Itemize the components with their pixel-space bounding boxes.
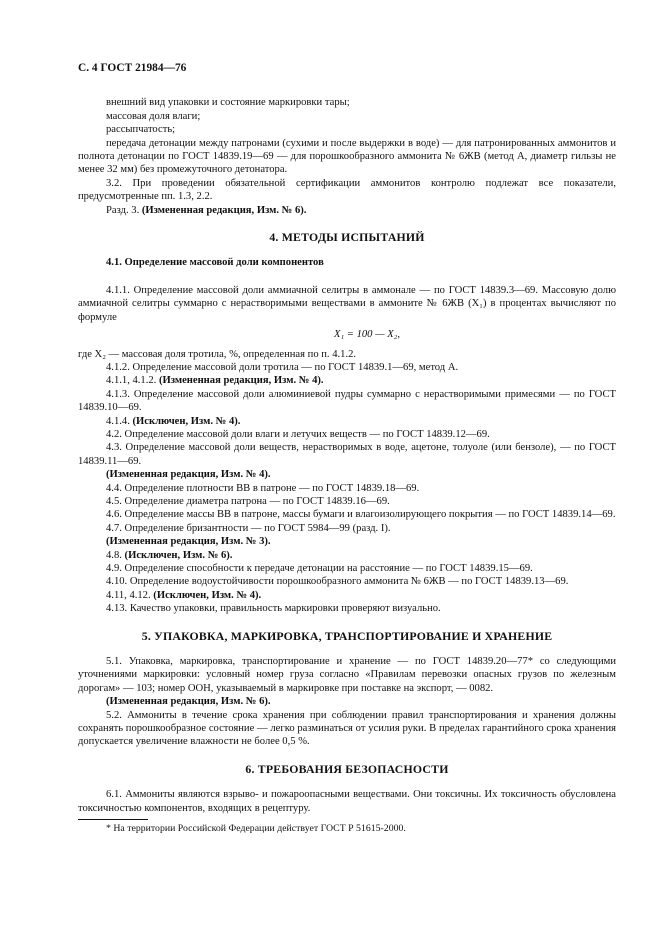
amendment-note: (Измененная редакция, Изм. № 3). bbox=[106, 536, 271, 548]
paragraph: 4.9. Определение способности к передаче детонации на расстояние — по ГОСТ 14839.15—69. bbox=[106, 563, 533, 574]
amendment-prefix: Разд. 3. bbox=[106, 204, 140, 216]
amendment-prefix: 4.1.4. bbox=[106, 415, 130, 427]
paragraph: 5.1. Упаковка, маркировка, транспортирование и хранение — по ГОСТ 14839.20—77* со следующими уточнениями маркировки: условный номер груза согласно «Правилам перевозки опасных грузов по железным дорогам» — 103; номер ООН, указываемый в маркировке при поставке на экспорт, — 0082. bbox=[78, 656, 616, 694]
section-title-4: 4. МЕТОДЫ ИСПЫТАНИЙ bbox=[269, 230, 425, 245]
footnote: * На территории Российской Федерации действует ГОСТ Р 51615-2000. bbox=[106, 823, 406, 835]
amendment-note bbox=[78, 415, 616, 428]
paragraph: 4.6. Определение массы ВВ в патроне, массы бумаги и влагоизолирующего покрытия — по ГОСТ 14839.14—69. bbox=[106, 509, 616, 521]
amendment-prefix: 4.11, 4.12. bbox=[106, 589, 151, 601]
paragraph: 5.2. Аммониты в течение срока хранения при соблюдении правил транспортирования и хранения должны сохранять порошкообразное состояние — легко разминаться от усилия руки. В пределах гарантийного срока хранения допускается увеличение влажности не более 0,5 %. bbox=[78, 709, 616, 748]
amendment-note: (Измененная редакция, Изм. № 4). bbox=[106, 469, 271, 481]
amendment-prefix: 4.8. bbox=[106, 549, 122, 561]
paragraph: 3.2. При проведении обязательной сертификации аммонитов контролю подлежат все показатели, предусмотренные пп. 1.3, 2.2. bbox=[78, 177, 616, 203]
amendment-note bbox=[78, 589, 616, 602]
formula: X₁ = 100 — X₂, bbox=[333, 329, 400, 341]
amendment-bold: (Измененная редакция, Изм. № 6). bbox=[141, 204, 307, 216]
paragraph: передача детонации между патронами (сухими и после выдержки в воде) — для патронированных аммонитов и полнота детонации по ГОСТ 14839.19—69 — для порошкообразного аммонита № 6ЖВ (метод А, диаметр гильзы не менее 32 мм) без промежуточного детонатора. bbox=[78, 137, 616, 176]
paragraph: 4.5. Определение диаметра патрона — по ГОСТ 14839.16—69. bbox=[106, 495, 390, 507]
section-title-5: 5. УПАКОВКА, МАРКИРОВКА, ТРАНСПОРТИРОВАНИЕ И ХРАНЕНИЕ bbox=[141, 628, 553, 643]
paragraph: 4.10. Определение водоустойчивости порошкообразного аммонита № 6ЖВ — по ГОСТ 14839.13—69. bbox=[106, 576, 569, 588]
amendment-bold: (Исключен, Изм. № 6). bbox=[124, 549, 233, 561]
amendment-note: (Измененная редакция, Изм. № 6). bbox=[106, 696, 271, 708]
amendment-bold: (Измененная редакция, Изм. № 4). bbox=[158, 375, 324, 387]
subsection-title: 4.1. Определение массовой доли компонентов bbox=[106, 257, 324, 269]
paragraph: где X₂ — массовая доля тротила, %, определенная по п. 4.1.2. bbox=[78, 348, 357, 360]
paragraph: 4.3. Определение массовой доли веществ, нерастворимых в воде, ацетоне, толуоле (или бензоле), — по ГОСТ 14839.11—69. bbox=[78, 442, 616, 467]
paragraph: 4.4. Определение плотности ВВ в патроне — по ГОСТ 14839.18—69. bbox=[106, 482, 420, 494]
paragraph: 4.13. Качество упаковки, правильность маркировки проверяют визуально. bbox=[106, 603, 441, 615]
paragraph: 4.1.2. Определение массовой доли тротила — по ГОСТ 14839.1—69, метод А. bbox=[106, 361, 459, 373]
section-title-6: 6. ТРЕБОВАНИЯ БЕЗОПАСНОСТИ bbox=[245, 761, 449, 776]
amendment-bold: (Исключен, Изм. № 4). bbox=[153, 589, 262, 601]
amendment-note bbox=[78, 374, 616, 387]
paragraph: рассыпчатость; bbox=[106, 124, 176, 136]
page-header: С. 4 ГОСТ 21984—76 bbox=[78, 62, 187, 74]
footnote-divider bbox=[78, 819, 148, 820]
paragraph: 4.1.1. Определение массовой доли аммиачной селитры в аммонале — по ГОСТ 14839.3—69. Массовую долю аммиачной селитры суммарно с нерастворимыми веществами в аммоните № 6ЖВ (X₁) в процентах вычисляют по формуле bbox=[78, 284, 616, 323]
amendment-bold: (Исключен, Изм. № 4). bbox=[132, 415, 241, 427]
paragraph: 4.1.3. Определение массовой доли алюминиевой пудры суммарно с нерастворимыми примесями — по ГОСТ 14839.10—69. bbox=[78, 388, 616, 414]
document-page bbox=[78, 62, 616, 836]
amendment-note bbox=[78, 204, 616, 217]
paragraph: 4.7. Определение бризантности — по ГОСТ 5984—99 (разд. I). bbox=[106, 522, 391, 534]
paragraph: 6.1. Аммониты являются взрыво- и пожароопасными веществами. Они токсичны. Их токсичность обусловлена токсичностью компонентов, входящих в рецептуру. bbox=[78, 789, 616, 814]
paragraph: массовая доля влаги; bbox=[106, 110, 201, 122]
paragraph: 4.2. Определение массовой доли влаги и летучих веществ — по ГОСТ 14839.12—69. bbox=[106, 428, 490, 440]
amendment-prefix: 4.1.1, 4.1.2. bbox=[106, 375, 157, 387]
amendment-note bbox=[78, 549, 616, 562]
paragraph: внешний вид упаковки и состояние маркировки тары; bbox=[106, 97, 350, 109]
